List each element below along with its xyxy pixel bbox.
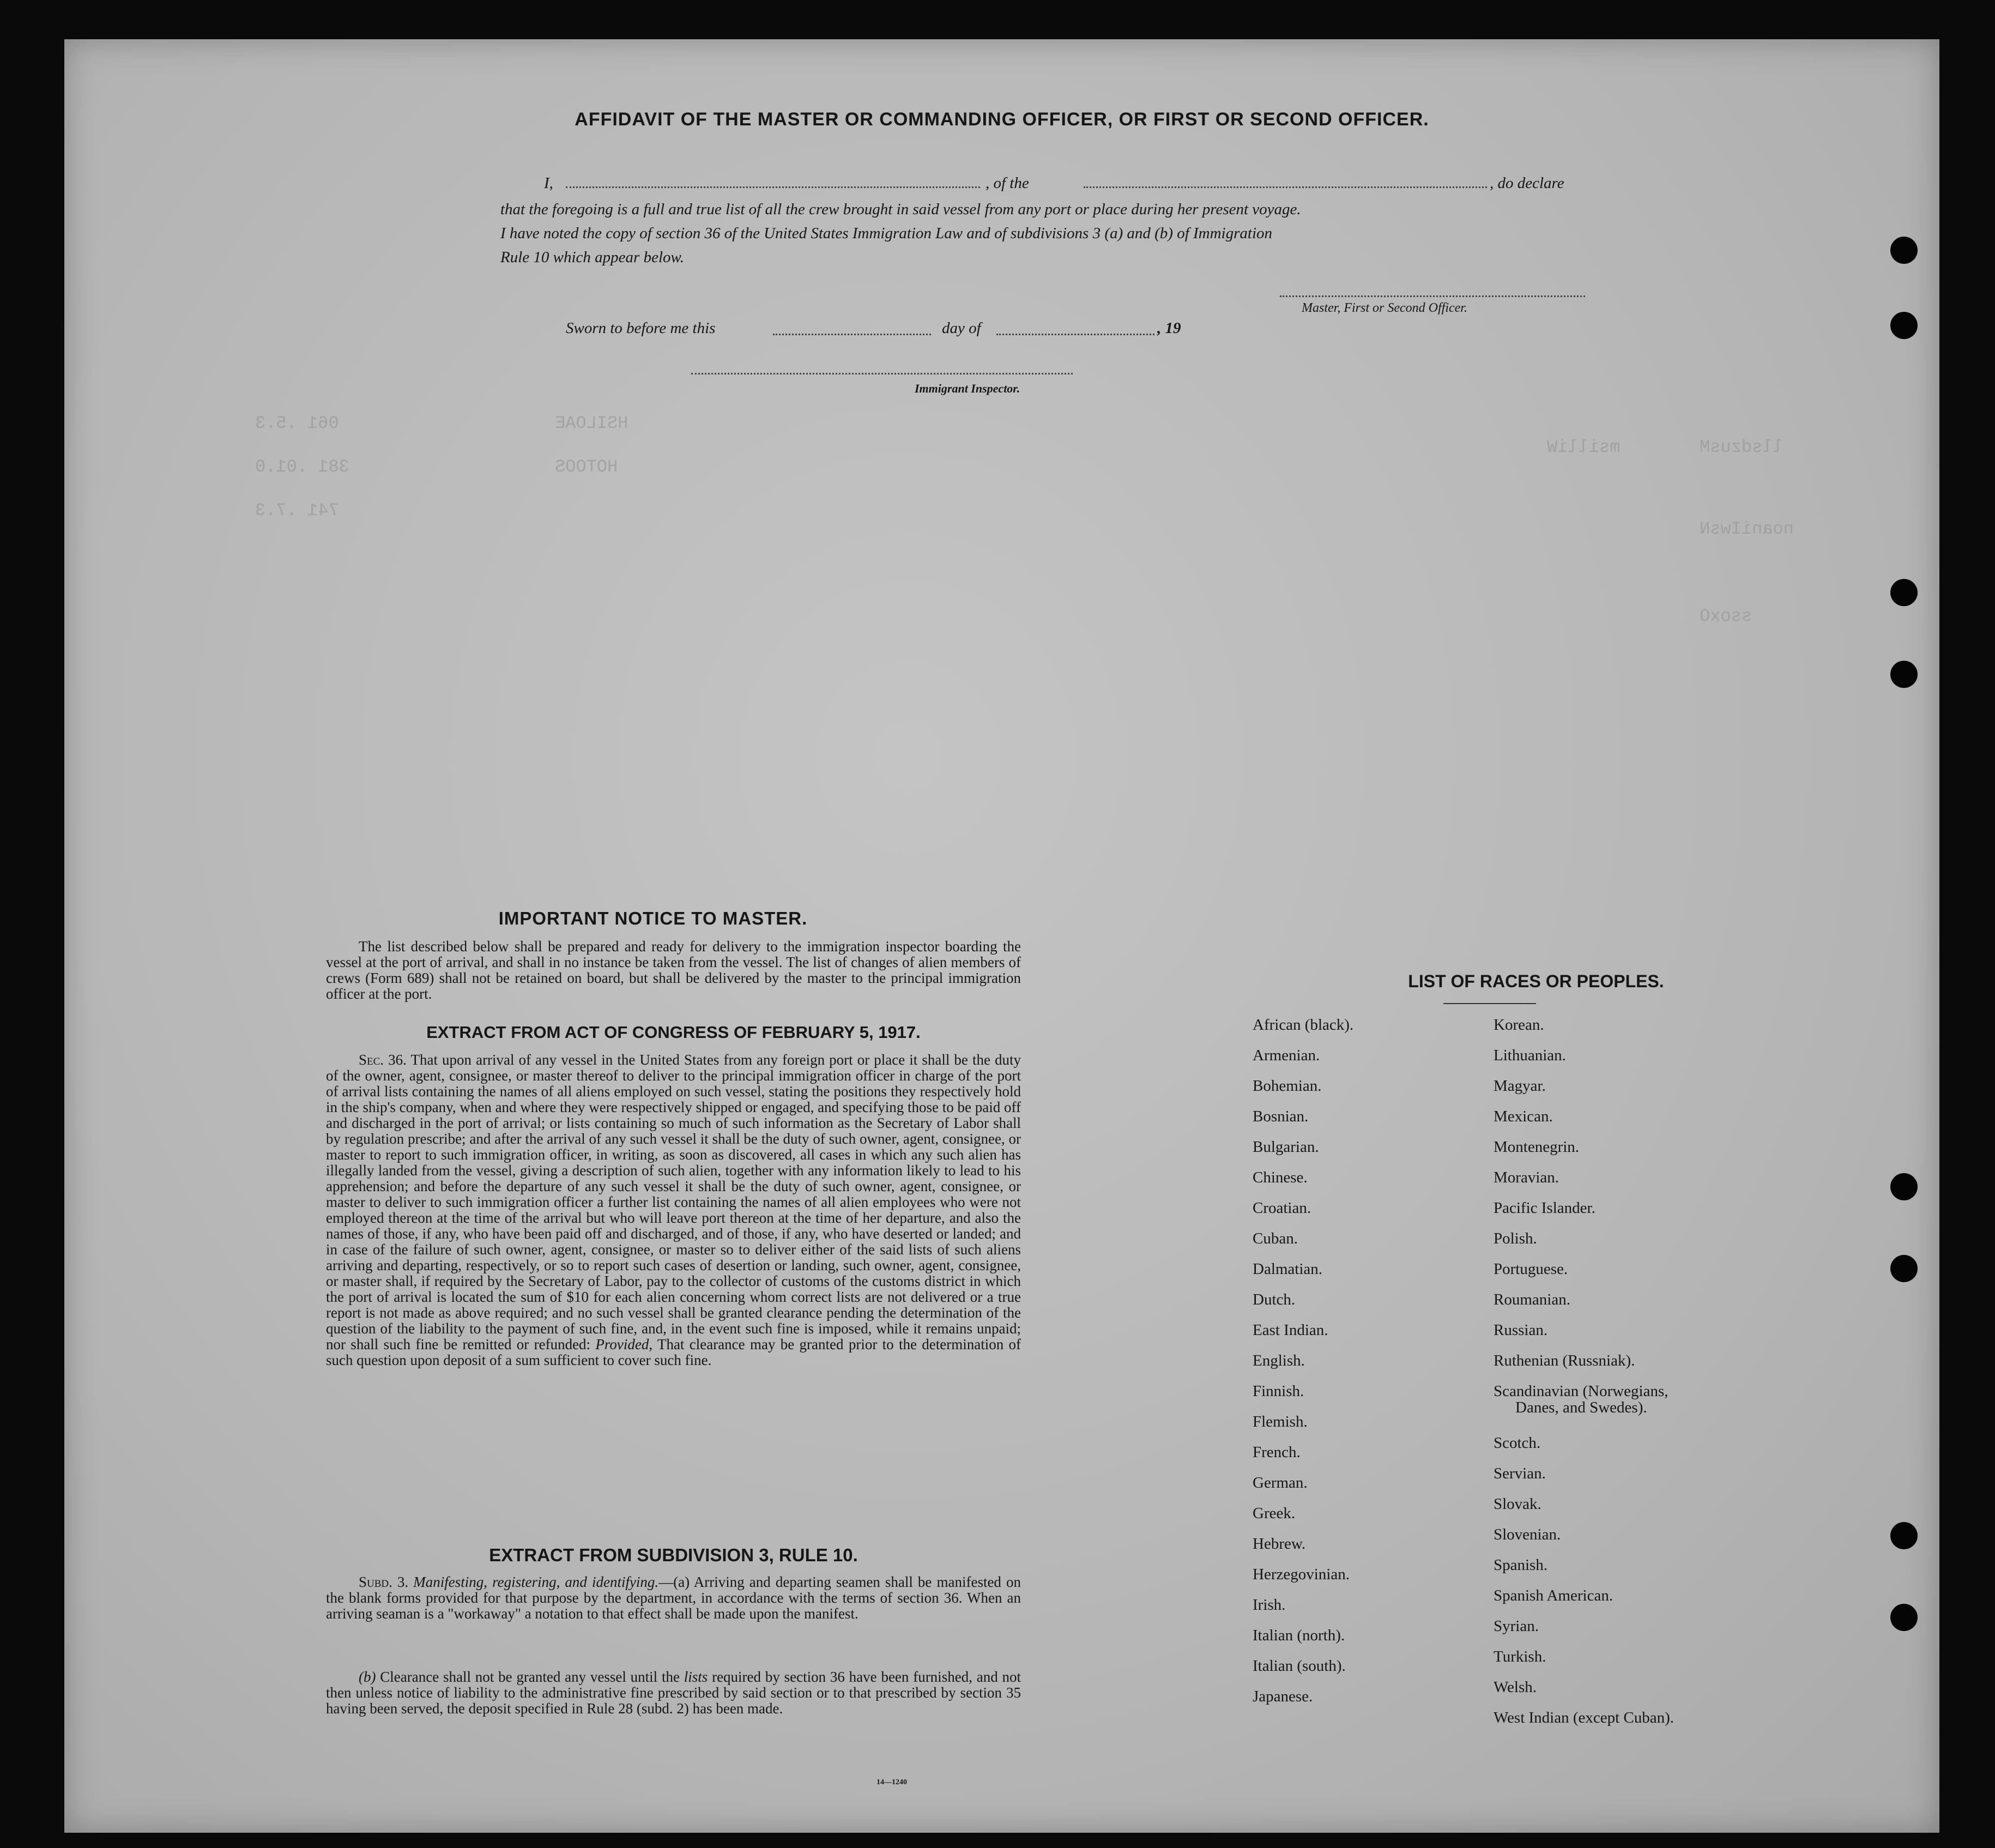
- master-signature-label: Master, First or Second Officer.: [1302, 301, 1467, 315]
- punch-hole: [1890, 1173, 1918, 1200]
- race-item: Magyar.: [1494, 1077, 1546, 1095]
- bleed-through-text: noaniIwsN: [1700, 519, 1794, 539]
- form-number: 14—1240: [876, 1778, 907, 1786]
- extract-act-heading: EXTRACT FROM ACT OF CONGRESS OF FEBRUARY 5, 1917.: [426, 1023, 921, 1042]
- section-36-body: That upon arrival of any vessel in the United States from any foreign port or place it shall be the duty of the owner, agent, consignee, or master thereof to deliver to the principal immigration officer in charge of the port of arrival lists containing the names of all aliens employed on such vessel, stating the positions they respectively hold in the ship's company, when and where they were respectively shipped or engaged, and specifying those to be paid off and discharged in the port of arrival; or lists containing so much of such information as the Secretary of Labor shall by regulation prescribe; and after the arrival of any such vessel it shall be the duty of such owner, agent, consignee, or master to report to such immigration officer, in writing, as soon as discovered, all cases in which any such alien has illegally landed from the vessel, giving a description of such alien, together with any information likely to lead to his apprehension; and before the departure of any such vessel it shall be the duty of such owner, agent, consignee, or master to deliver to such immigration officer a further list containing the names of all alien employees who were not employed thereon at the time of the arrival but who will leave port thereon at the time of her departure, and also the names of those, if any, who have been paid off and discharged, and of those, if any, who have deserted or landed; and in case of the failure of such owner, agent, consignee, or master so to deliver either of the said lists of such aliens arriving and departing, respectively, or so to report such cases of desertion or landing, such owner, agent, consignee, or master shall, if required by the Secretary of Labor, pay to the collector of customs of the customs district in which the port of arrival is located the sum of $10 for each alien concerning whom correct lists are not delivered or a true report is not made as above required; and no such vessel shall be granted clearance pending the determination of the question of the liability to the payment of such fine, and, in the event such fine is imposed, while it remains unpaid; nor shall such fine be remitted or refunded:: [326, 1052, 1021, 1352]
- section-label: Sec. 36.: [359, 1052, 407, 1068]
- races-heading-rule: [1443, 1003, 1536, 1004]
- bleed-through-text: HOTOOS: [555, 457, 618, 477]
- para-a-text: —(a) Arriving and departing seamen shall be manifested on the blank forms provided for that purpose by the department, in accordance with the terms of section 36. When an arriving seaman is a "workaway" a notation to that effect shall be made upon the manifest.: [326, 1574, 1021, 1622]
- race-item: Moravian.: [1494, 1169, 1559, 1186]
- race-item: Greek.: [1253, 1505, 1296, 1522]
- race-item: Dalmatian.: [1253, 1260, 1323, 1278]
- year-label: , 19: [1157, 319, 1181, 337]
- race-item: Turkish.: [1494, 1648, 1546, 1665]
- race-item: Russian.: [1494, 1321, 1548, 1339]
- races-right-column: [1494, 1010, 1799, 1733]
- bleed-through-text: 741 .7.3: [255, 500, 339, 521]
- punch-hole: [1890, 312, 1918, 339]
- extract-rule-heading: EXTRACT FROM SUBDIVISION 3, RULE 10.: [489, 1545, 858, 1565]
- day-of-label: day of: [942, 319, 981, 337]
- race-item: Dutch.: [1253, 1291, 1296, 1308]
- race-item: Herzegovinian.: [1253, 1566, 1350, 1583]
- race-item: Italian (north).: [1253, 1627, 1345, 1644]
- extract-rule-para-b: [326, 1669, 1021, 1717]
- race-item: Hebrew.: [1253, 1535, 1306, 1553]
- affidavit-line-3: I have noted the copy of section 36 of the United States Immigration Law and of subdivisions 3 (a) and (b) of Immigration: [500, 225, 1273, 242]
- race-item: Mexican.: [1494, 1108, 1553, 1125]
- notice-text: The list described below shall be prepared and ready for delivery to the immigration inspector boarding the vessel at the port of arrival, and shall in no instance be taken from the vessel. The list of changes of alien members of crews (Form 689) shall not be retained on board, but shall be delivered by the master to the principal immigration officer at the port.: [326, 938, 1021, 1002]
- punch-hole: [1890, 1604, 1918, 1631]
- affidavit-i-label: I,: [544, 174, 553, 192]
- race-item: Bohemian.: [1253, 1077, 1322, 1095]
- race-item: Bosnian.: [1253, 1108, 1309, 1125]
- notice-heading: IMPORTANT NOTICE TO MASTER.: [498, 908, 808, 928]
- inspector-signature-line[interactable]: [691, 373, 1073, 375]
- race-item: Armenian.: [1253, 1047, 1320, 1064]
- race-item: Pacific Islander.: [1494, 1199, 1595, 1217]
- race-item: Danes, and Swedes).: [1515, 1399, 1647, 1416]
- race-item: French.: [1253, 1444, 1301, 1461]
- punch-hole: [1890, 1522, 1918, 1549]
- race-item: Spanish American.: [1494, 1587, 1613, 1604]
- para-b-lists: lists: [684, 1669, 708, 1685]
- race-item: Scandinavian (Norwegians,: [1494, 1382, 1668, 1400]
- race-item: English.: [1253, 1352, 1305, 1369]
- vessel-blank-line[interactable]: [1084, 186, 1487, 188]
- para-b-label: (b): [359, 1669, 376, 1685]
- bleed-through-text: 381 .01.0: [255, 457, 349, 477]
- race-item: German.: [1253, 1474, 1308, 1491]
- sworn-day-blank[interactable]: [773, 334, 931, 335]
- punch-hole: [1890, 1255, 1918, 1282]
- bleed-through-text: ssoxO: [1700, 606, 1752, 626]
- para-b-text-1: Clearance shall not be granted any vessel until the: [380, 1669, 680, 1685]
- race-item: Lithuanian.: [1494, 1047, 1566, 1064]
- affidavit-heading: AFFIDAVIT OF THE MASTER OR COMMANDING OFFICER, OR FIRST OR SECOND OFFICER.: [575, 109, 1429, 130]
- race-item: Cuban.: [1253, 1230, 1298, 1247]
- race-item: Italian (south).: [1253, 1657, 1346, 1675]
- punch-hole: [1890, 237, 1918, 264]
- manifest-page: [64, 39, 1939, 1833]
- race-item: Polish.: [1494, 1230, 1537, 1247]
- name-blank-line[interactable]: [566, 186, 980, 188]
- provided-label: Provided,: [595, 1336, 653, 1352]
- sworn-label: Sworn to before me this: [566, 319, 716, 337]
- race-item: African (black).: [1253, 1016, 1354, 1034]
- bleed-through-text: msilliW: [1547, 437, 1621, 457]
- race-item: Syrian.: [1494, 1617, 1539, 1635]
- affidavit-of-the-label: , of the: [986, 174, 1029, 192]
- race-item: East Indian.: [1253, 1321, 1328, 1339]
- punch-hole: [1890, 579, 1918, 606]
- race-item: Montenegrin.: [1494, 1138, 1580, 1156]
- race-item: West Indian (except Cuban).: [1494, 1709, 1674, 1726]
- race-item: Welsh.: [1494, 1678, 1537, 1696]
- race-item: Korean.: [1494, 1016, 1544, 1034]
- punch-hole: [1890, 661, 1918, 688]
- race-item: Bulgarian.: [1253, 1138, 1319, 1156]
- bleed-through-text: 061 .5.3: [255, 413, 339, 433]
- race-item: Finnish.: [1253, 1382, 1304, 1400]
- race-item: Croatian.: [1253, 1199, 1311, 1217]
- race-item: Flemish.: [1253, 1413, 1308, 1430]
- race-item: Japanese.: [1253, 1688, 1313, 1705]
- master-signature-line[interactable]: [1280, 295, 1585, 297]
- races-heading: LIST OF RACES OR PEOPLES.: [1408, 971, 1664, 991]
- affidavit-declare-label: , do declare: [1490, 174, 1564, 192]
- race-item: Chinese.: [1253, 1169, 1308, 1186]
- subd-label: Subd. 3.: [359, 1574, 409, 1590]
- extract-act-text: [326, 1052, 1021, 1368]
- race-item: Irish.: [1253, 1596, 1286, 1614]
- race-item: Slovenian.: [1494, 1526, 1561, 1543]
- race-item: Spanish.: [1494, 1556, 1548, 1574]
- extract-rule-para-a: [326, 1574, 1021, 1622]
- race-item: Slovak.: [1494, 1495, 1541, 1513]
- bleed-through-text: llsdzusM: [1700, 437, 1784, 457]
- section-36-end: That clearance may be granted prior to the determination of such question upon deposit of a sum sufficient to cover such fine.: [326, 1336, 1021, 1368]
- sworn-month-blank[interactable]: [996, 334, 1154, 335]
- subd-title: Manifesting, registering, and identifying.: [413, 1574, 659, 1590]
- race-item: Portuguese.: [1494, 1260, 1568, 1278]
- para-b-text-2: required by section 36 have been furnished, and not then unless notice of liability to the administrative fine prescribed by said section or to that prescribed by section 35 having been served, the deposit specified in Rule 28 (subd. 2) has been made.: [326, 1669, 1021, 1717]
- affidavit-line-4: Rule 10 which appear below.: [500, 249, 684, 266]
- race-item: Ruthenian (Russniak).: [1494, 1352, 1635, 1369]
- race-item: Servian.: [1494, 1465, 1546, 1482]
- race-item: Roumanian.: [1494, 1291, 1570, 1308]
- race-item: Scotch.: [1494, 1434, 1541, 1452]
- bleed-through-text: HSILOAE: [555, 413, 628, 433]
- inspector-label: Immigrant Inspector.: [915, 382, 1020, 395]
- affidavit-line-2: that the foregoing is a full and true list of all the crew brought in said vessel from any port or place during her present voyage.: [500, 201, 1301, 218]
